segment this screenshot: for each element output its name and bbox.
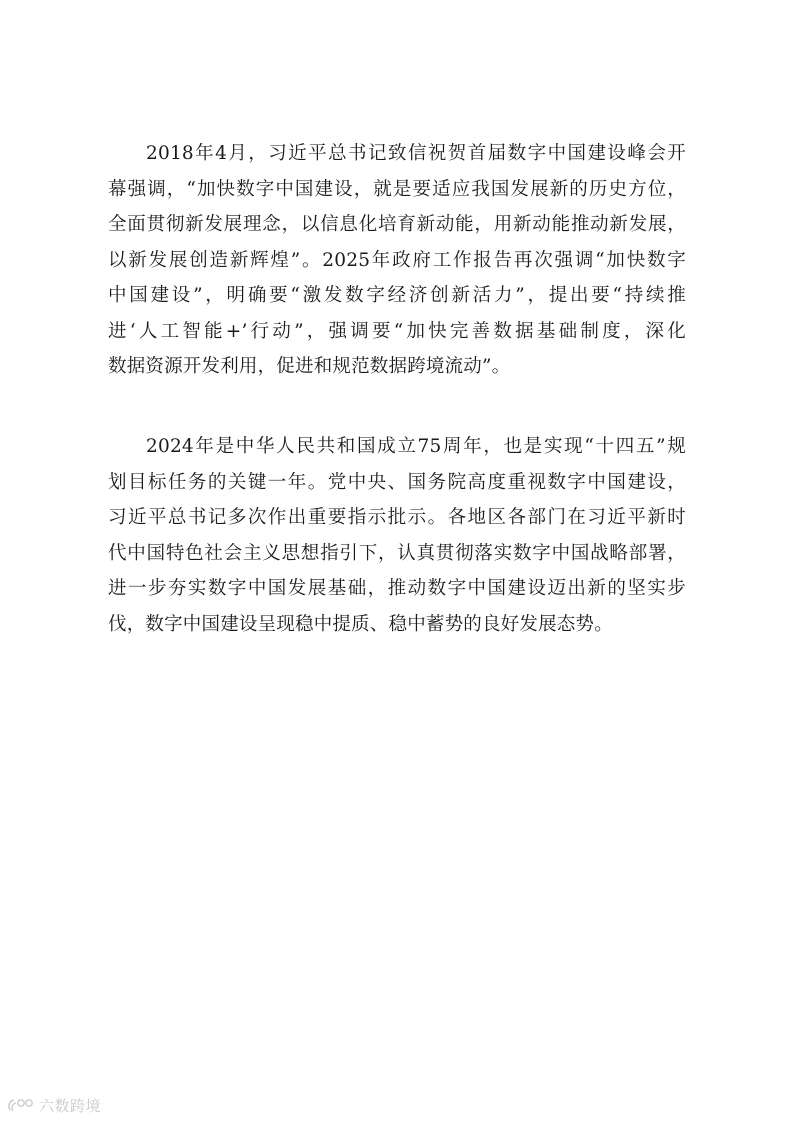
watermark-text: 六数跨境	[39, 1096, 102, 1115]
paragraph-1-line-4: 以新发展创造新辉煌”。2025年政府工作报告再次强调“加快数字	[108, 249, 686, 271]
paragraph-2-line-3: 习近平总书记多次作出重要指示批示。各地区各部门在习近平新时	[108, 507, 686, 528]
paragraph-1-line-6: 进‘人工智能+’行动”，强调要“加快完善数据基础制度，深化	[108, 320, 686, 342]
paragraph-2-line-5: 进一步夯实数字中国发展基础，推动数字中国建设迈出新的坚实步	[108, 578, 686, 599]
paragraph-2-line-1: 2024年是中华人民共和国成立75周年，也是实现“十四五”规	[146, 436, 686, 457]
paragraph-1-line-2: 幕强调，“加快数字中国建设，就是要适应我国发展新的历史方位，	[108, 178, 686, 200]
paragraph-1-line-5: 中国建设”，明确要“激发数字经济创新活力”，提出要“持续推	[108, 285, 686, 306]
watermark	[6, 1094, 101, 1116]
watermark-logo-icon	[6, 1096, 36, 1114]
paragraph-1	[108, 136, 686, 385]
paragraph-2	[108, 429, 686, 642]
paragraph-2-line-4: 代中国特色社会主义思想指引下，认真贯彻落实数字中国战略部署，	[108, 542, 686, 564]
paragraph-1-line-7: 数据资源开发利用，促进和规范数据跨境流动”。	[108, 356, 511, 377]
paragraph-2-line-2: 划目标任务的关键一年。党中央、国务院高度重视数字中国建设，	[108, 471, 686, 493]
paragraph-1-line-3: 全面贯彻新发展理念，以信息化培育新动能，用新动能推动新发展，	[108, 214, 686, 235]
paragraph-2-line-6: 伐，数字中国建设呈现稳中提质、稳中蓄势的良好发展态势。	[108, 613, 613, 635]
paragraph-1-line-1: 2018年4月，习近平总书记致信祝贺首届数字中国建设峰会开	[146, 143, 686, 164]
